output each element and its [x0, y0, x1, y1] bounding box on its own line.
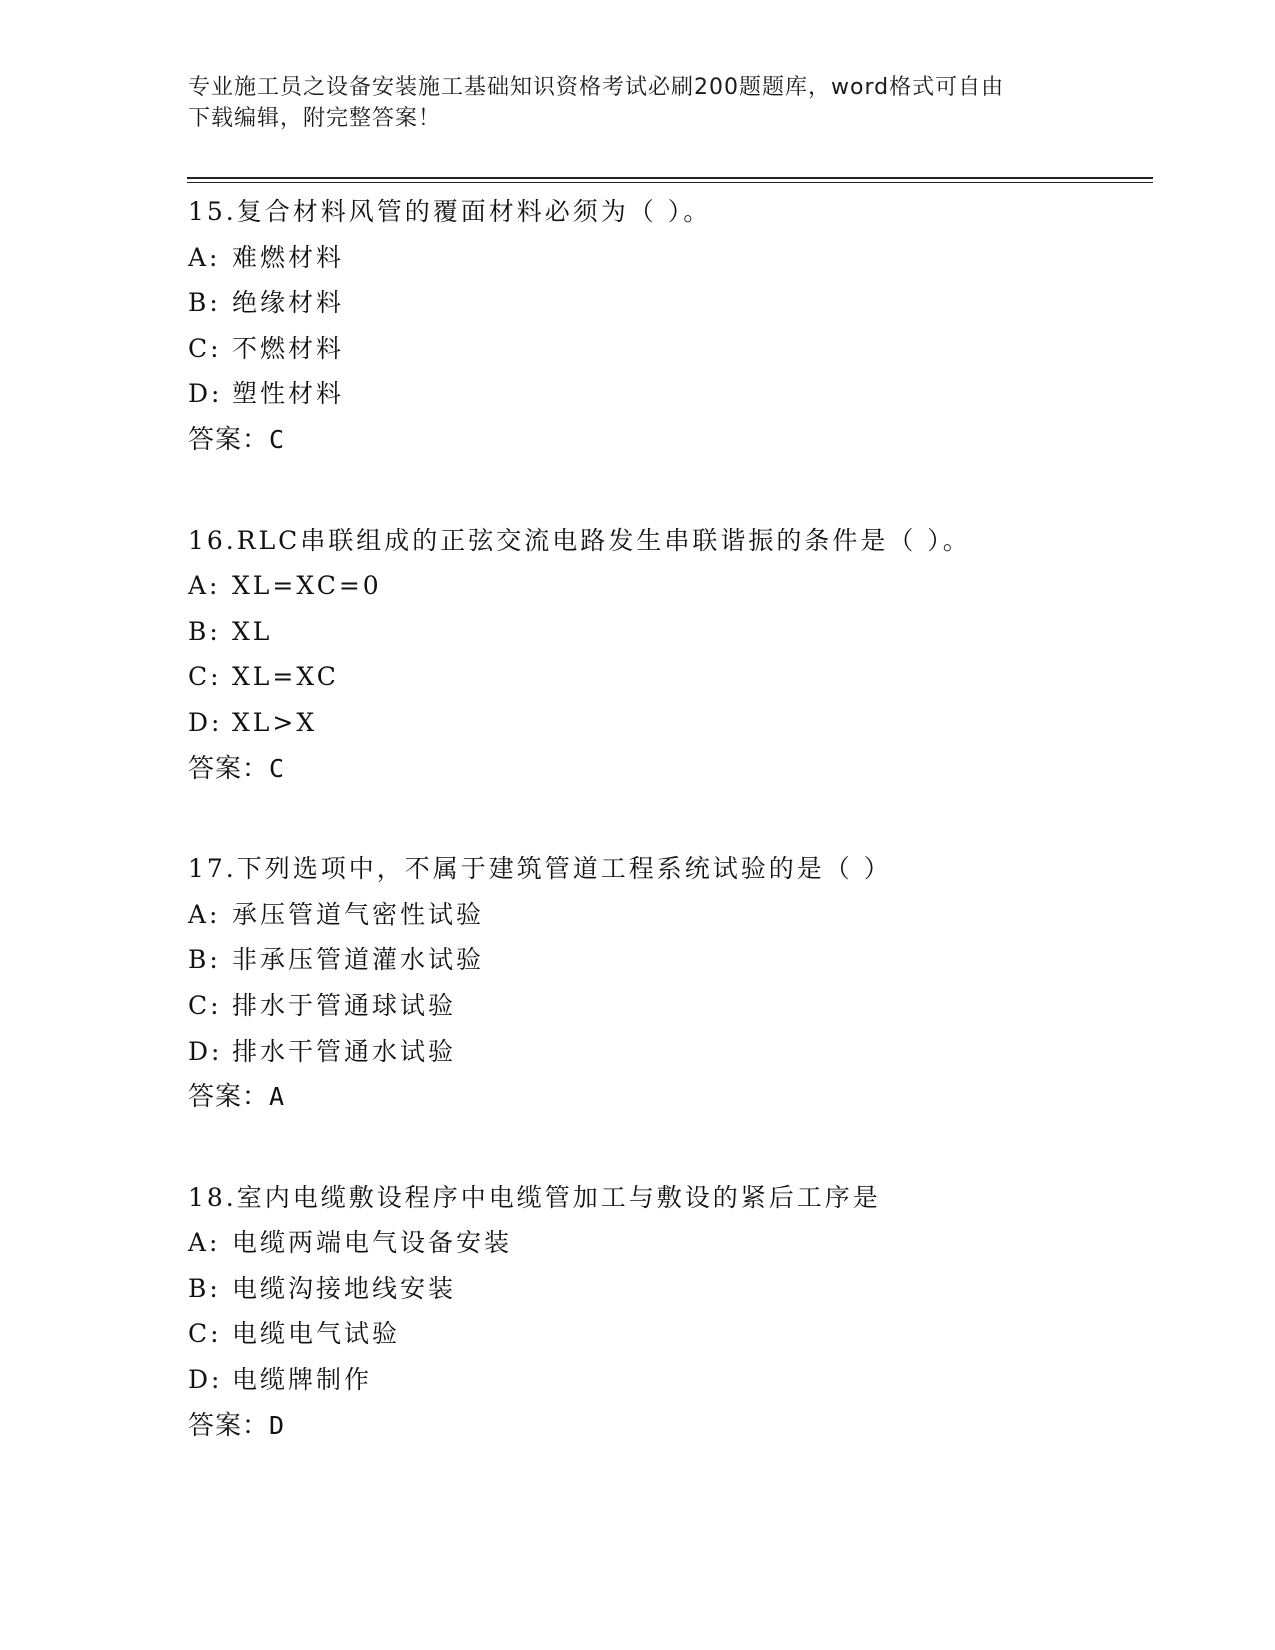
- option-letter: A:: [188, 899, 221, 929]
- option-text: 排水干管通水试验: [232, 1036, 457, 1066]
- question-title: 17.下列选项中，不属于建筑管道工程系统试验的是（ ）: [188, 854, 892, 884]
- option-letter: D:: [188, 707, 223, 737]
- answer-value: C: [269, 424, 286, 454]
- option-text: 排水于管通球试验: [232, 990, 457, 1020]
- option-letter: A:: [188, 1228, 221, 1258]
- option-text: XL: [232, 616, 273, 646]
- option-b: [188, 1266, 1148, 1312]
- answer-line: [188, 746, 1148, 792]
- option-text: 非承压管道灌水试验: [232, 945, 485, 975]
- answer-label: 答案：: [188, 753, 270, 784]
- option-letter: C:: [188, 662, 222, 692]
- header-divider-thin: [187, 182, 1153, 183]
- option-c: [188, 654, 1148, 700]
- question-18: [188, 1175, 1148, 1449]
- answer-label: 答案：: [188, 1410, 270, 1441]
- option-a: [188, 1220, 1148, 1266]
- header-line-1: 专业施工员之设备安装施工基础知识资格考试必刷200题题库，word格式可自由: [188, 75, 1005, 100]
- option-c: [188, 326, 1148, 372]
- option-letter: C:: [188, 990, 222, 1020]
- question-title: 18.室内电缆敷设程序中电缆管加工与敷设的紧后工序是: [188, 1182, 881, 1212]
- option-text: 塑性材料: [232, 379, 345, 409]
- answer-line: [188, 1074, 1148, 1120]
- option-text: 承压管道气密性试验: [232, 899, 485, 929]
- header-line-2: 下载编辑，附完整答案！: [188, 106, 442, 131]
- option-text: XL=XC: [232, 662, 339, 692]
- option-letter: A:: [188, 242, 221, 272]
- header-divider-thick: [187, 177, 1153, 179]
- option-a: [188, 563, 1148, 609]
- option-letter: D:: [188, 379, 223, 409]
- option-a: [188, 235, 1148, 281]
- answer-label: 答案：: [188, 424, 270, 455]
- option-d: [188, 700, 1148, 746]
- option-letter: A:: [188, 571, 221, 601]
- option-b: [188, 280, 1148, 326]
- option-d: [188, 371, 1148, 417]
- option-letter: D:: [188, 1036, 223, 1066]
- option-d: [188, 1029, 1148, 1075]
- option-letter: C:: [188, 333, 222, 363]
- option-text: 不燃材料: [232, 333, 345, 363]
- option-text: XL=XC=0: [232, 571, 382, 601]
- answer-line: [188, 1403, 1148, 1449]
- question-title: 15.复合材料风管的覆面材料必须为（ ）。: [188, 197, 712, 226]
- option-text: 电缆电气试验: [232, 1319, 401, 1349]
- question-title: 16.RLC串联组成的正弦交流电路发生串联谐振的条件是（ ）。: [188, 525, 971, 555]
- question-16: [188, 518, 1148, 792]
- question-17: [188, 846, 1148, 1120]
- answer-value: C: [269, 753, 286, 783]
- option-text: 绝缘材料: [232, 288, 345, 318]
- answer-value: A: [269, 1082, 286, 1112]
- option-text: 电缆沟接地线安装: [232, 1273, 457, 1303]
- option-a: [188, 892, 1148, 938]
- option-c: [188, 1311, 1148, 1357]
- question-list: [188, 189, 1148, 1503]
- answer-line: [188, 417, 1148, 463]
- option-b: [188, 937, 1148, 983]
- option-letter: B:: [188, 1273, 221, 1303]
- option-letter: B:: [188, 945, 221, 975]
- option-text: 电缆两端电气设备安装: [232, 1228, 513, 1258]
- option-text: 电缆牌制作: [232, 1365, 373, 1395]
- option-c: [188, 983, 1148, 1029]
- question-15: [188, 189, 1148, 463]
- option-text: 难燃材料: [232, 242, 345, 272]
- option-letter: B:: [188, 288, 221, 318]
- option-b: [188, 609, 1148, 655]
- document-header: [188, 72, 1088, 134]
- answer-value: D: [269, 1410, 286, 1440]
- option-d: [188, 1357, 1148, 1403]
- option-letter: D:: [188, 1365, 223, 1395]
- answer-label: 答案：: [188, 1082, 270, 1113]
- option-text: XL>X: [232, 707, 318, 737]
- option-letter: B:: [188, 616, 221, 646]
- option-letter: C:: [188, 1319, 222, 1349]
